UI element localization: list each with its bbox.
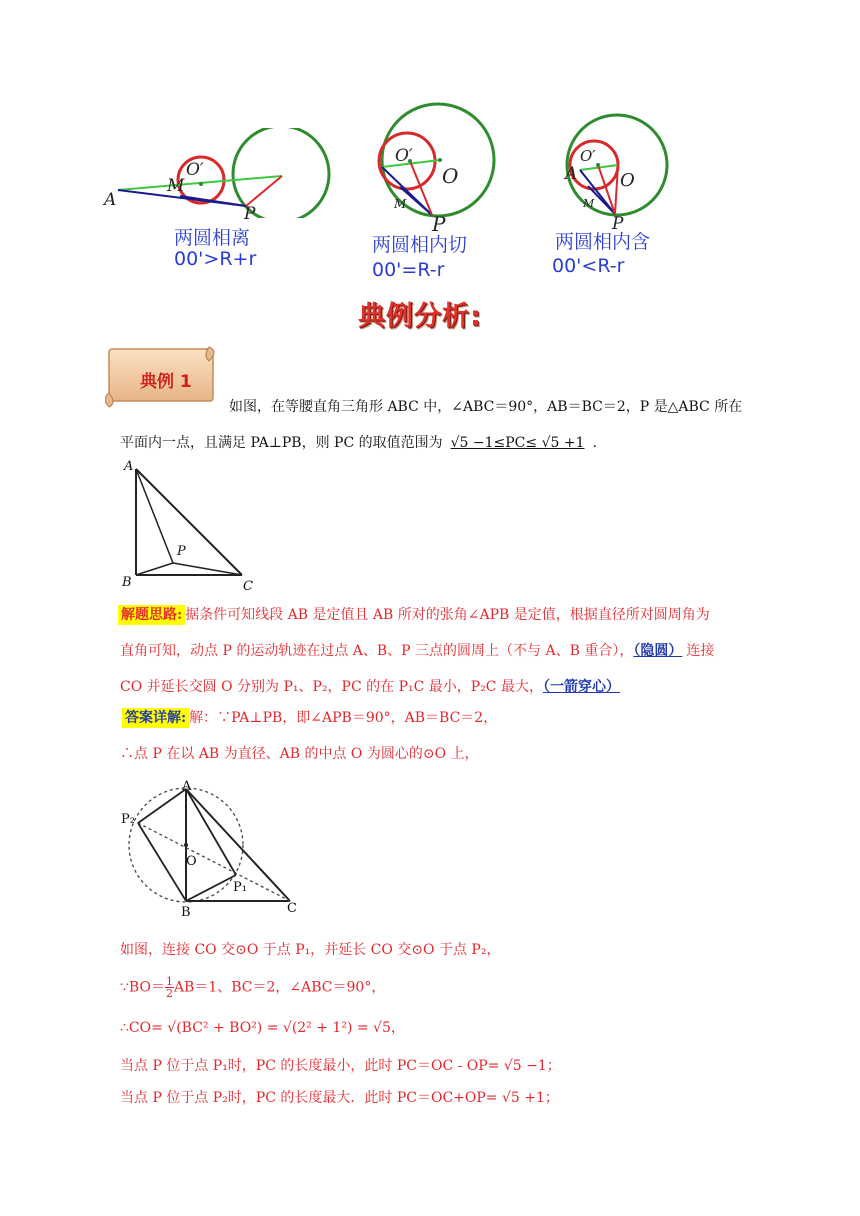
figure-circles-separate <box>100 128 340 218</box>
problem-line-2-prefix: 平面内一点，且满足 PA⊥PB，则 PC 的取值范围为 <box>120 435 443 451</box>
triangle-figure <box>118 455 263 590</box>
problem-line-2 <box>120 433 597 453</box>
tag-hidden-circle: （隐圆） <box>633 643 683 659</box>
analysis-text-1: 据条件可知线段 AB 是定值且 AB 所对的张角∠APB 是定值，根据直径所对圆周角为 <box>185 607 710 623</box>
point-label-p-3: P <box>612 214 624 234</box>
analysis-line-3 <box>120 677 620 697</box>
point-label-m-3: M <box>583 197 595 210</box>
analysis-label: 解题思路: <box>118 605 185 625</box>
fraction-denominator: 2 <box>165 987 173 1000</box>
solution-text-1: 解：∵PA⊥PB，即∠APB＝90°，AB＝BC＝2， <box>189 710 498 726</box>
analysis-text-3: CO 并延长交圆 O 分别为 P₁、P₂，PC 的在 P₁C 最小，P₂C 最大， <box>120 679 543 695</box>
step-3: ∴CO= √(BC² + BO²) = √(2² + 1²) = √5， <box>120 1020 405 1036</box>
triangle-label-b: B <box>122 575 132 590</box>
step-2 <box>120 976 385 999</box>
caption-contained-formula: 00'<R-r <box>552 255 625 277</box>
triangle-label-p: P <box>177 544 186 559</box>
point-label-a-3: A <box>565 164 578 184</box>
circle-label-p2: P₂ <box>121 812 135 827</box>
solution-label: 答案详解: <box>122 708 189 728</box>
analysis-line-1 <box>118 605 710 625</box>
triangle-label-a: A <box>124 459 134 474</box>
caption-internally-tangent: 两圆相内切 <box>372 234 468 256</box>
step-2-b: AB＝1、BC＝2，∠ABC＝90°， <box>173 979 386 996</box>
fraction-numerator: 1 <box>165 975 173 988</box>
analysis-line-2 <box>120 641 714 661</box>
circle-label-p1: P₁ <box>233 880 247 895</box>
point-label-a: A <box>104 190 117 210</box>
circle-figure <box>118 775 308 920</box>
problem-line-2-suffix: . <box>592 435 597 451</box>
step-5: 当点 P 位于点 P₂时，PC 的长度最大．此时 PC＝OC+OP= √5 +1； <box>120 1090 559 1106</box>
point-label-o-prime-2: O′ <box>395 146 413 166</box>
point-label-o-prime: O′ <box>186 160 204 180</box>
example-badge-text: 典例 1 <box>140 372 192 392</box>
point-label-o-prime-3: O′ <box>580 147 596 165</box>
point-label-o-2: O <box>442 164 459 188</box>
problem-answer: √5 −1≤PC≤ √5 +1 <box>450 435 585 451</box>
circle-label-o: O <box>186 854 197 869</box>
point-label-m: M <box>167 176 185 196</box>
circle-label-a: A <box>182 779 192 794</box>
step-2-a: ∵BO＝ <box>120 979 165 996</box>
triangle-label-c: C <box>243 579 253 594</box>
solution-line-2: ∴点 P 在以 AB 为直径、AB 的中点 O 为圆心的⊙O 上， <box>120 746 479 762</box>
point-label-p: P <box>244 204 256 224</box>
problem-line-1: 如图，在等腰直角三角形 ABC 中，∠ABC＝90°，AB＝BC＝2，P 是△ABC 所在 <box>229 399 743 415</box>
step-1: 如图，连接 CO 交⊙O 于点 P₁，并延长 CO 交⊙O 于点 P₂， <box>120 942 501 958</box>
step-4: 当点 P 位于点 P₁时，PC 的长度最小，此时 PC＝OC - OP= √5 −1； <box>120 1058 561 1074</box>
solution-line-1 <box>122 708 497 728</box>
caption-contained: 两圆相内含 <box>555 231 651 253</box>
analysis-text-2: 直角可知，动点 P 的运动轨迹在过点 A、B、P 三点的圆周上（不与 A、B 重合）， <box>120 643 634 659</box>
caption-internally-tangent-formula: 00'=R-r <box>372 259 445 281</box>
section-title: 典例分析: <box>358 301 482 332</box>
circle-label-c: C <box>287 901 297 916</box>
analysis-text-2-end: 连接 <box>686 643 715 659</box>
caption-separate-formula: 00'>R+r <box>174 248 257 270</box>
point-label-m-2: M <box>394 197 407 211</box>
circle-label-b: B <box>181 905 191 920</box>
point-label-p-2: P <box>432 212 446 236</box>
tag-one-arrow: （一箭穿心） <box>542 679 620 695</box>
fraction-half <box>165 976 174 999</box>
caption-separate: 两圆相离 <box>174 227 251 249</box>
point-label-o-3: O <box>620 170 635 191</box>
figure-circles-internally-tangent <box>370 95 500 225</box>
